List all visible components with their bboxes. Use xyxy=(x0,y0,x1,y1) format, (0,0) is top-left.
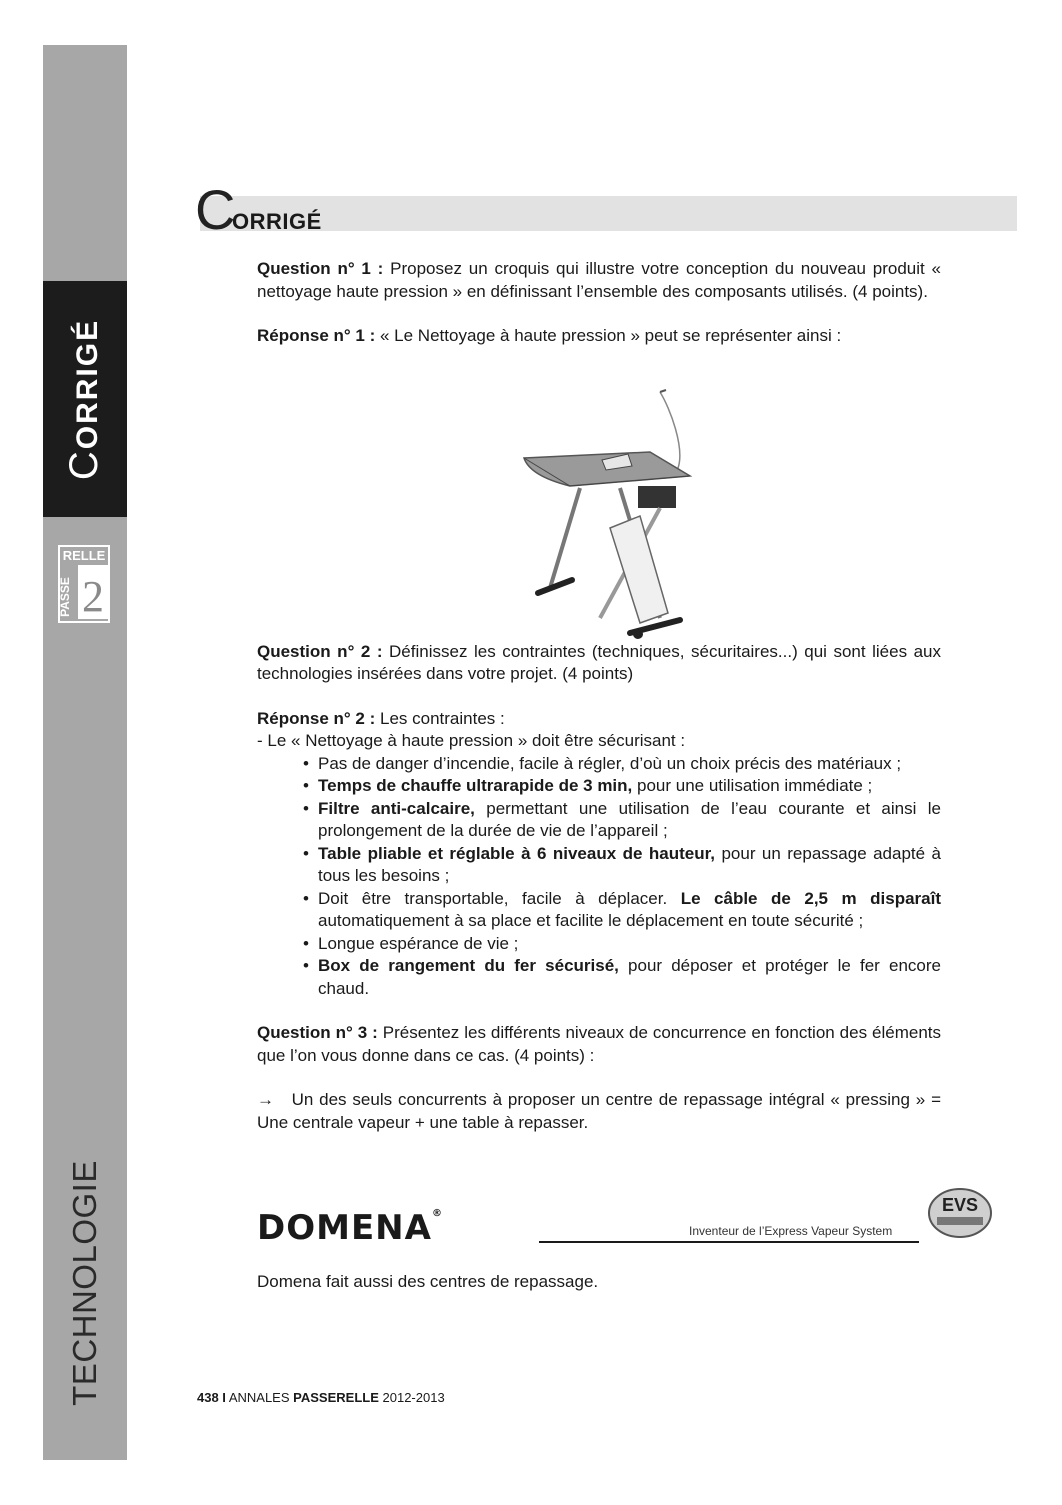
page-title: ORRIGÉ xyxy=(232,209,322,234)
competitor-text: Un des seuls concurrents à proposer un centre de repassage intégral « pressing » = Une centrale vapeur + une table à repasser. xyxy=(257,1090,942,1132)
question-3-text: Présentez les différents niveaux de concurrence en fonction des éléments que l’on vous donne dans ce cas. (4 points) : xyxy=(257,1023,942,1065)
arrow-icon: → xyxy=(257,1090,274,1109)
passerelle-top-text: RELLE xyxy=(62,548,106,563)
constraints-list xyxy=(257,753,941,1001)
answer-2-label: Réponse n° 2 : xyxy=(257,708,376,728)
answer-2-line: - Le « Nettoyage à haute pression » doit être sécurisant : xyxy=(257,731,686,750)
answer-1-label: Réponse n° 1 : xyxy=(257,326,376,345)
header-initial: C xyxy=(195,178,236,241)
page-number: 438 I xyxy=(197,1390,226,1405)
ironing-center-illustration xyxy=(510,388,700,643)
passerelle-2-logo xyxy=(58,545,110,623)
sidebar-subject-label: TECHNOLOGIE xyxy=(66,1159,104,1406)
sidebar-section-initial: C xyxy=(62,448,107,480)
footer-passerelle: PASSERELLE xyxy=(293,1390,379,1405)
svg-text:EVS: EVS xyxy=(941,1195,979,1215)
question-2-text: Définissez les contraintes (techniques, sécuritaires...) qui sont liées aux technologies insérées dans votre projet. (4 points) xyxy=(257,641,941,683)
evs-badge-icon xyxy=(927,1187,993,1239)
list-item: • Box de rangement du fer sécurisé, pour déposer et protéger le fer encore chaud. xyxy=(303,955,941,1000)
logo-underline xyxy=(539,1241,919,1243)
answer-2 xyxy=(257,708,941,731)
domena-logo-row xyxy=(257,1186,1017,1256)
logo-tagline: Inventeur de l’Express Vapeur System xyxy=(689,1224,893,1238)
list-item: • Longue espérance de vie ; xyxy=(303,933,941,956)
passerelle-side-text: PASSE xyxy=(58,577,72,617)
sidebar-subject xyxy=(43,1150,127,1415)
closing-text: Domena fait aussi des centres de repassage. xyxy=(257,1272,599,1291)
list-item: • Doit être transportable, facile à déplacer. Le câble de 2,5 m disparaît automatiquement à sa place et facilite le déplacement en toute sécurité ; xyxy=(303,888,941,933)
list-item: • Table pliable et réglable à 6 niveaux de hauteur, pour un repassage adapté à tous les besoins ; xyxy=(303,843,941,888)
page-footer xyxy=(197,1390,445,1405)
answer-1-text: « Le Nettoyage à haute pression » peut se représenter ainsi : xyxy=(380,326,842,345)
header-band xyxy=(200,196,1017,231)
competitor-note xyxy=(257,1089,941,1134)
question-2-label: Question n° 2 : xyxy=(257,641,383,661)
footer-annales: ANNALES xyxy=(228,1390,290,1405)
answer-2-text: Les contraintes : xyxy=(380,708,505,728)
closing-block xyxy=(257,1271,941,1294)
passerelle-number: 2 xyxy=(82,572,104,621)
list-item: • Filtre anti-calcaire, permettant une utilisation de l’eau courante et ainsi le prolongement de la durée de vie de l’appareil ; xyxy=(303,798,941,843)
question-1 xyxy=(257,258,941,303)
question-3-label: Question n° 3 : xyxy=(257,1023,378,1042)
question-2 xyxy=(257,641,941,686)
list-item: • Temps de chauffe ultrarapide de 3 min, pour une utilisation immédiate ; xyxy=(303,775,941,798)
sidebar-section-label xyxy=(43,281,127,517)
question-1-label: Question n° 1 : xyxy=(257,259,384,278)
question-1-text: Proposez un croquis qui illustre votre conception du nouveau produit « nettoyage haute pression » en définissant l’ensemble des composants utilisés. (4 points). xyxy=(257,259,941,301)
list-item: • Pas de danger d’incendie, facile à régler, d’où un choix précis des matériaux ; xyxy=(303,753,941,776)
footer-year: 2012-2013 xyxy=(382,1390,445,1405)
question-3 xyxy=(257,1022,941,1067)
answer-1 xyxy=(257,325,941,348)
sidebar-section-rest: ORRIGÉ xyxy=(71,318,105,449)
domena-logo: DOMENA® xyxy=(257,1208,443,1248)
